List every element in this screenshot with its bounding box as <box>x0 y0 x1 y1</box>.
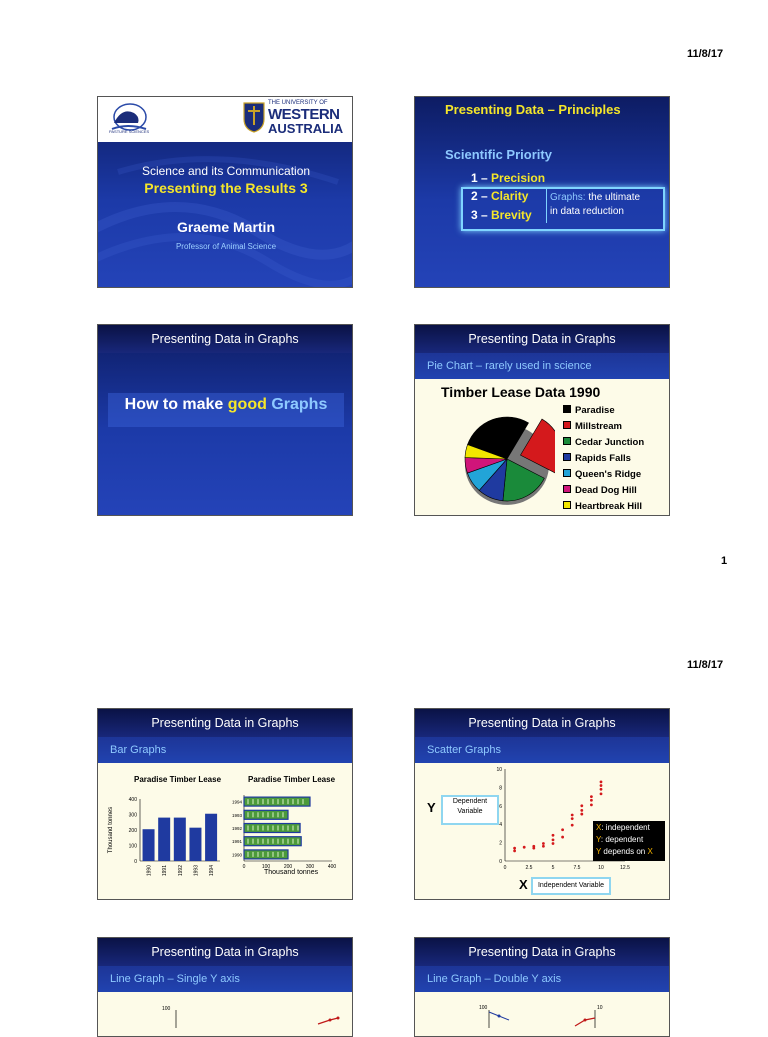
presenter-role: Professor of Animal Science <box>175 242 277 251</box>
scatter-point <box>600 792 603 795</box>
legend-label: Millstream <box>575 421 622 432</box>
legend-item <box>563 403 644 419</box>
scatter-point <box>532 845 535 848</box>
priority-3-word: Brevity <box>491 208 532 222</box>
line-single-preview <box>158 1008 348 1028</box>
bar-ytick: 300 <box>128 812 137 819</box>
hbar-xlabel: Thousand tonnes <box>264 869 319 876</box>
page2-date: 11/8/17 <box>687 659 724 671</box>
slide4-title: Presenting Data in Graphs <box>415 325 669 353</box>
scatter-point <box>590 799 593 802</box>
legend-item <box>563 483 644 499</box>
scatter-point <box>523 846 526 849</box>
legend-label: Heartbreak Hill <box>575 501 643 512</box>
scatter-point <box>571 824 574 827</box>
uwa-line1: THE UNIVERSITY OF <box>268 100 328 106</box>
scatter-xtick: 7.5 <box>573 865 581 871</box>
slide6-title: Presenting Data in Graphs <box>415 709 669 737</box>
y-letter: Y <box>427 800 436 815</box>
scatter-ytick: 0 <box>499 859 502 865</box>
slide5-subtitle: Bar Graphs <box>98 737 352 763</box>
scatter-xtick: 12.5 <box>620 865 630 871</box>
note2-rest: : dependent <box>600 835 644 844</box>
note3-mid: depends on <box>601 847 648 856</box>
bar-xtick: 1991 <box>162 865 169 877</box>
how-good: good <box>227 396 267 413</box>
scatter-point <box>542 845 545 848</box>
slide7-ytop: 100 <box>162 1006 171 1012</box>
priority-1-num: 1 – <box>471 171 492 185</box>
scatter-point <box>580 804 583 807</box>
hbar-xtick: 400 <box>327 864 337 870</box>
graphs-callout <box>546 189 661 223</box>
scatter-ytick: 10 <box>496 767 502 773</box>
scatter-ytick: 4 <box>499 822 502 829</box>
scatter-ytick: 8 <box>499 785 502 792</box>
bar-xtick: 1992 <box>177 865 184 877</box>
legend-item <box>563 499 644 515</box>
pie-chart <box>435 407 555 507</box>
priority-2-num: 2 – <box>471 189 492 203</box>
slide-line-single <box>97 937 353 1037</box>
dep-line1: Dependent <box>452 798 488 805</box>
note1-rest: : independent <box>601 823 650 832</box>
note1-x: X <box>596 823 602 832</box>
priority-2 <box>471 189 528 203</box>
scatter-point <box>513 849 516 852</box>
hbar-ytick: 1993 <box>231 812 242 818</box>
bar-ytick: 100 <box>128 843 137 850</box>
bar-xtick: 1993 <box>193 865 200 877</box>
callout-bold: Graphs: <box>550 192 586 203</box>
slide7-subtitle: Line Graph – Single Y axis <box>98 966 352 992</box>
bar-xtick: 1990 <box>146 865 153 877</box>
scatter-point <box>552 838 555 841</box>
slide8-yleft: 100 <box>479 1005 488 1011</box>
dependent-box <box>441 795 499 825</box>
scatter-xtick: 0 <box>503 865 507 871</box>
bar-chart <box>106 789 231 894</box>
bar-1991 <box>158 818 170 861</box>
hbar-ytick: 1992 <box>231 826 242 831</box>
pasture-logo <box>108 101 148 137</box>
hbar-xtick: 300 <box>305 864 315 870</box>
slide1-line2: Presenting the Results 3 <box>144 180 308 196</box>
slide4-subtitle: Pie Chart – rarely used in science <box>415 353 669 379</box>
legend-label: Cedar Junction <box>575 437 645 448</box>
scatter-xtick: 5 <box>551 865 555 871</box>
how-prefix: How to make <box>124 396 228 413</box>
scatter-point <box>552 834 555 837</box>
legend-swatch <box>563 469 571 477</box>
legend-item <box>563 451 644 467</box>
scatter-point <box>580 809 583 812</box>
pie-legend <box>563 403 644 515</box>
legend-swatch <box>563 421 571 429</box>
note-line1 <box>596 822 662 834</box>
scatter-point <box>513 847 516 850</box>
hbar-1994 <box>244 797 310 806</box>
bar-ytick: 0 <box>134 859 137 865</box>
how-suffix: Graphs <box>266 396 328 413</box>
slide5-title: Presenting Data in Graphs <box>98 709 352 737</box>
legend-swatch <box>563 501 571 509</box>
priority-2-word: Clarity <box>491 189 529 203</box>
callout-line2: in data reduction <box>550 206 624 217</box>
uwa-line3: AUSTRALIA <box>268 121 344 136</box>
legend-swatch <box>563 485 571 493</box>
logo-left-text: PASTURE SCIENCES <box>109 129 150 134</box>
note2-y: Y <box>596 835 601 844</box>
slide7-title: Presenting Data in Graphs <box>98 938 352 966</box>
note3-x: X <box>647 847 653 856</box>
slide-pie-chart <box>414 324 670 516</box>
slide6-subtitle: Scatter Graphs <box>415 737 669 763</box>
slide1-line1: Science and its Communication <box>141 164 311 178</box>
scatter-point <box>571 814 574 817</box>
scatter-ytick: 6 <box>499 803 502 810</box>
bar-ytick: 200 <box>128 828 137 834</box>
bar-ytick: 400 <box>128 797 137 803</box>
slide-how-to <box>97 324 353 516</box>
slide-bar-graphs <box>97 708 353 900</box>
hbar-chart-title: Paradise Timber Lease <box>248 775 336 784</box>
scatter-xtick: 2.5 <box>525 865 533 871</box>
legend-label: Queen's Ridge <box>575 469 642 480</box>
slide3-title: Presenting Data in Graphs <box>98 325 352 353</box>
legend-label: Rapids Falls <box>575 453 631 464</box>
bar-1994 <box>205 814 217 861</box>
note3-y: Y <box>596 847 602 856</box>
x-letter: X <box>519 877 528 892</box>
priority-1 <box>471 171 545 185</box>
scatter-point <box>552 842 555 845</box>
bar-1993 <box>189 828 201 861</box>
priority-3 <box>471 208 532 222</box>
uwa-line2: WESTERN <box>268 106 340 123</box>
priority-1-word: Precision <box>491 171 546 185</box>
note-line2 <box>596 834 662 846</box>
legend-label: Dead Dog Hill <box>575 485 637 496</box>
bar-xtick: 1994 <box>209 865 216 877</box>
slide-principles <box>414 96 670 288</box>
how-to-text <box>98 396 353 414</box>
legend-item <box>563 419 644 435</box>
legend-swatch <box>563 405 571 413</box>
uwa-crest <box>243 101 265 133</box>
bar-ylabel: Thousand tonnes <box>108 806 114 854</box>
slide-title-card <box>97 96 353 288</box>
legend-item <box>563 435 644 451</box>
page-number: 1 <box>721 555 728 567</box>
slide-scatter <box>414 708 670 900</box>
scatter-point <box>561 828 564 831</box>
bar-1992 <box>174 818 186 861</box>
bar-1990 <box>143 829 155 861</box>
legend-swatch <box>563 453 571 461</box>
bar-chart-title: Paradise Timber Lease <box>134 775 222 784</box>
line-double-preview <box>475 1008 665 1028</box>
hbar-xtick: 100 <box>261 864 271 870</box>
scatter-xtick: 10 <box>598 865 604 871</box>
legend-swatch <box>563 437 571 445</box>
scatter-point <box>600 788 603 791</box>
hbar-ytick: 1990 <box>231 852 242 858</box>
slide2-heading: Scientific Priority <box>445 147 552 162</box>
hbar-1990 <box>244 850 288 859</box>
variable-note-box <box>593 821 665 861</box>
callout-line1 <box>550 192 640 203</box>
logo-band <box>98 97 352 142</box>
slide2-title: Presenting Data – Principles <box>445 102 621 117</box>
slide-line-double <box>414 937 670 1037</box>
legend-label: Paradise <box>575 405 615 416</box>
legend-item <box>563 467 644 483</box>
scatter-point <box>580 813 583 816</box>
pie-chart-title: Timber Lease Data 1990 <box>441 384 601 400</box>
scatter-point <box>600 780 603 783</box>
independent-box: Independent Variable <box>531 877 611 895</box>
hbar-1993 <box>244 810 288 819</box>
hbar-xtick: 0 <box>242 864 246 870</box>
hbar-ytick: 1991 <box>231 839 242 845</box>
hbar-ytick: 1994 <box>231 799 242 805</box>
scatter-point <box>600 784 603 787</box>
callout-rest: the ultimate <box>585 192 641 203</box>
presenter-name: Graeme Martin <box>176 219 276 235</box>
dep-line2: Variable <box>457 808 483 815</box>
scatter-ytick: 2 <box>499 840 502 847</box>
hbar-xtick: 200 <box>283 864 293 870</box>
scatter-point <box>561 836 564 839</box>
scatter-point <box>542 842 545 845</box>
scatter-point <box>590 803 593 806</box>
hbar-chart <box>228 789 350 881</box>
slide8-subtitle: Line Graph – Double Y axis <box>415 966 669 992</box>
scatter-point <box>571 817 574 820</box>
note-line3 <box>596 846 662 858</box>
priority-3-num: 3 – <box>471 208 492 222</box>
slide8-yright: 10 <box>597 1005 603 1011</box>
hbar-1992 <box>244 824 300 833</box>
scatter-point <box>590 795 593 798</box>
page-date: 11/8/17 <box>687 48 724 60</box>
slide8-title: Presenting Data in Graphs <box>415 938 669 966</box>
